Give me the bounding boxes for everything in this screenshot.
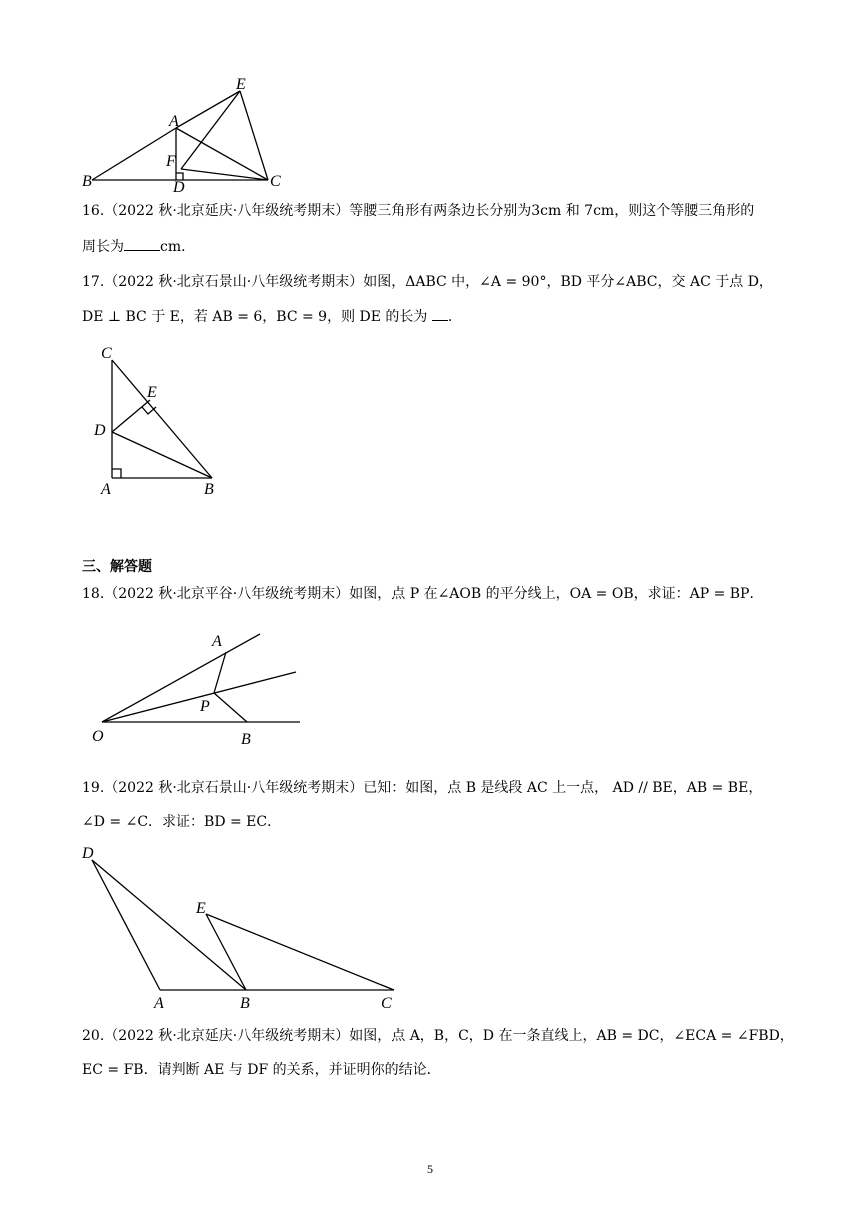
label-e: E (196, 900, 206, 917)
label-p: P (200, 698, 210, 715)
segment-db (112, 432, 212, 478)
question-16-line-2-prefix: 周长为 (82, 239, 124, 255)
label-b: B (240, 995, 250, 1012)
label-a: A (169, 113, 179, 130)
figure-q19 (78, 842, 408, 1010)
label-e: E (236, 76, 246, 93)
question-18 (82, 584, 782, 604)
question-20-line-1: 20.（2022 秋·北京延庆·八年级统考期末）如图，点 A，B，C，D 在一条直线上，AB = DC，∠ECA = ∠FBD， (82, 1028, 794, 1044)
question-16 (82, 201, 782, 221)
figure-q18 (90, 628, 310, 750)
question-19-line-2: ∠D = ∠C．求证：BD = EC． (82, 814, 282, 830)
question-20 (82, 1026, 794, 1046)
bisector-ray (102, 672, 296, 722)
segment-ba (92, 128, 176, 180)
question-18-line-1: 18.（2022 秋·北京平谷·八年级统考期末）如图，点 P 在∠AOB 的平分线上，OA = OB，求证：AP = BP． (82, 586, 764, 602)
label-d: D (173, 179, 185, 196)
ray-oa (102, 634, 260, 722)
segment-pb (214, 693, 247, 722)
answer-blank (432, 306, 448, 321)
label-b: B (241, 731, 251, 748)
right-angle-mark-a (112, 469, 121, 478)
label-a: A (212, 633, 222, 650)
question-20-line-2: EC = FB．请判断 AE 与 DF 的关系，并证明你的结论． (82, 1062, 441, 1078)
label-c: C (101, 345, 112, 362)
page-number: 5 (427, 1162, 433, 1176)
segment-eb (206, 914, 246, 990)
question-17-line-2: DE ⊥ BC 于 E，若 AB = 6，BC = 9，则 DE 的长为 (82, 309, 428, 325)
figure-q18-diagram (90, 628, 310, 750)
question-17-line-2-end: . (447, 309, 453, 325)
right-angle-mark-e (142, 407, 156, 414)
label-a: A (101, 481, 111, 498)
figure-q17 (90, 344, 230, 496)
question-17-line-1: 17.（2022 秋·北京石景山·八年级统考期末）如图，ΔABC 中，∠A = 90°，BD 平分∠ABC，交 AC 于点 D， (82, 274, 773, 290)
label-d: D (82, 845, 94, 862)
question-19-line-2-row (82, 812, 782, 832)
segment-db (92, 860, 246, 990)
question-17-line-2-row (82, 306, 782, 327)
answer-blank (124, 236, 160, 251)
label-b: B (82, 173, 92, 190)
segment-ae (176, 91, 240, 128)
question-17 (82, 272, 782, 292)
segment-da (92, 860, 160, 990)
segment-fe (181, 91, 240, 169)
segment-fc (181, 169, 268, 180)
figure-q19-diagram (78, 842, 408, 1010)
question-20-line-2-row (82, 1060, 782, 1080)
label-c: C (270, 173, 281, 190)
label-c: C (381, 995, 392, 1012)
label-f: F (166, 153, 176, 170)
segment-de (112, 400, 150, 432)
question-16-line-1: 16.（2022 秋·北京延庆·八年级统考期末）等腰三角形有两条边长分别为3cm 和 7cm，则这个等腰三角形的 (82, 203, 755, 219)
label-e: E (147, 384, 157, 401)
figure-q15 (80, 76, 300, 196)
figure-q15-diagram (80, 76, 300, 196)
label-d: D (94, 422, 106, 439)
question-16-line-2-suffix: cm． (160, 239, 196, 255)
label-o: O (92, 728, 104, 745)
question-19-line-1: 19.（2022 秋·北京石景山·八年级统考期末）已知：如图，点 B 是线段 AC 上一点， AD // BE，AB = BE， (82, 780, 763, 796)
section-heading: 三、解答题 (82, 559, 152, 575)
segment-ec (206, 914, 394, 990)
figure-q17-diagram (90, 344, 230, 496)
question-19 (82, 778, 782, 798)
question-16-line-2-row (82, 236, 782, 257)
label-b: B (204, 481, 214, 498)
label-a: A (154, 995, 164, 1012)
